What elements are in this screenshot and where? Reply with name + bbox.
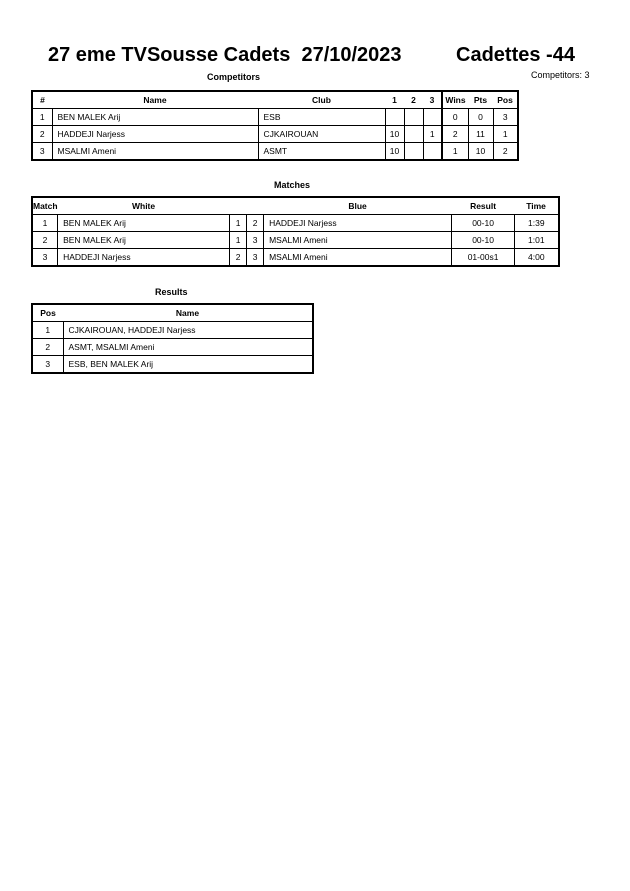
competitors-header-row: [32, 91, 518, 109]
col-result-pos: Pos: [40, 308, 56, 318]
score-2: [404, 126, 423, 143]
result-pos: 3: [32, 356, 63, 374]
col-name: Name: [143, 95, 167, 105]
blue-competitor: MSALMI Ameni: [264, 249, 452, 267]
col-score-1: 1: [392, 95, 397, 105]
col-pts: Pts: [473, 95, 488, 105]
results-header-row: [32, 304, 313, 322]
table-row: [32, 322, 313, 339]
competitor-name: HADDEJI Narjess: [52, 126, 258, 143]
table-row: [32, 126, 518, 143]
category-title: Cadettes -44: [456, 44, 575, 66]
white-competitor: HADDEJI Narjess: [58, 249, 230, 267]
score-3: 1: [423, 126, 442, 143]
score-1: 10: [385, 143, 404, 161]
competitor-num: 1: [32, 109, 52, 126]
results-label: Results: [155, 287, 188, 297]
page-title: 27 eme TVSousse Cadets 27/10/2023: [48, 44, 402, 66]
match-result: 01-00s1: [452, 249, 515, 267]
col-num: #: [40, 95, 45, 105]
blue-number: 3: [247, 249, 264, 267]
score-3: [423, 109, 442, 126]
match-result: 00-10: [452, 215, 515, 232]
competitor-name: MSALMI Ameni: [52, 143, 258, 161]
results-table: [31, 303, 314, 374]
table-row: [32, 109, 518, 126]
match-number: 2: [32, 232, 58, 249]
competitor-pos: 1: [493, 126, 518, 143]
table-row: [32, 339, 313, 356]
match-number: 1: [32, 215, 58, 232]
competitor-name: BEN MALEK Arij: [52, 109, 258, 126]
score-3: [423, 143, 442, 161]
match-result: 00-10: [452, 232, 515, 249]
col-match: Match: [33, 201, 58, 211]
blue-competitor: MSALMI Ameni: [264, 232, 452, 249]
competitor-pts: 10: [468, 143, 493, 161]
score-2: [404, 109, 423, 126]
table-row: [32, 232, 559, 249]
white-competitor: BEN MALEK Arij: [58, 232, 230, 249]
col-time: Time: [526, 201, 546, 211]
result-name: CJKAIROUAN, HADDEJI Narjess: [63, 322, 313, 339]
white-competitor: BEN MALEK Arij: [58, 215, 230, 232]
white-number: 1: [230, 215, 247, 232]
col-white-num: [230, 197, 247, 215]
match-time: 1:39: [515, 215, 559, 232]
competitor-num: 2: [32, 126, 52, 143]
col-wins: Wins: [442, 91, 468, 109]
match-time: 4:00: [515, 249, 559, 267]
table-row: [32, 249, 559, 267]
competitor-wins: 2: [442, 126, 468, 143]
competitors-count: Competitors: 3: [531, 70, 590, 80]
match-time: 1:01: [515, 232, 559, 249]
result-pos: 1: [32, 322, 63, 339]
blue-number: 2: [247, 215, 264, 232]
col-pos: Pos: [497, 95, 513, 105]
blue-competitor: HADDEJI Narjess: [264, 215, 452, 232]
result-name: ASMT, MSALMI Ameni: [63, 339, 313, 356]
result-pos: 2: [32, 339, 63, 356]
competitors-label: Competitors: [207, 72, 261, 82]
col-blue-num: [247, 197, 264, 215]
competitor-num: 3: [32, 143, 52, 161]
competitor-pts: 11: [468, 126, 493, 143]
competitor-club: ASMT: [258, 143, 385, 161]
score-2: [404, 143, 423, 161]
competitor-club: CJKAIROUAN: [258, 126, 385, 143]
matches-table: [31, 196, 560, 267]
competitor-pts: 0: [468, 109, 493, 126]
col-white: White: [131, 201, 156, 211]
col-result-name: Name: [175, 308, 200, 318]
competitor-wins: 1: [442, 143, 468, 161]
competitors-table: [31, 90, 519, 161]
competitor-pos: 2: [493, 143, 518, 161]
table-row: [32, 143, 518, 161]
competitor-pos: 3: [493, 109, 518, 126]
col-blue: Blue: [348, 201, 367, 211]
table-row: [32, 215, 559, 232]
match-number: 3: [32, 249, 58, 267]
score-1: [385, 109, 404, 126]
table-row: [32, 356, 313, 374]
matches-label: Matches: [274, 180, 311, 190]
col-result: Result: [470, 201, 497, 211]
score-1: 10: [385, 126, 404, 143]
col-score-3: 3: [429, 95, 435, 105]
result-name: ESB, BEN MALEK Arij: [63, 356, 313, 374]
competitor-club: ESB: [258, 109, 385, 126]
competitor-wins: 0: [442, 109, 468, 126]
matches-header-row: [32, 197, 559, 215]
col-score-2: 2: [411, 95, 416, 105]
col-club: Club: [312, 95, 331, 105]
white-number: 1: [230, 232, 247, 249]
blue-number: 3: [247, 232, 264, 249]
white-number: 2: [230, 249, 247, 267]
